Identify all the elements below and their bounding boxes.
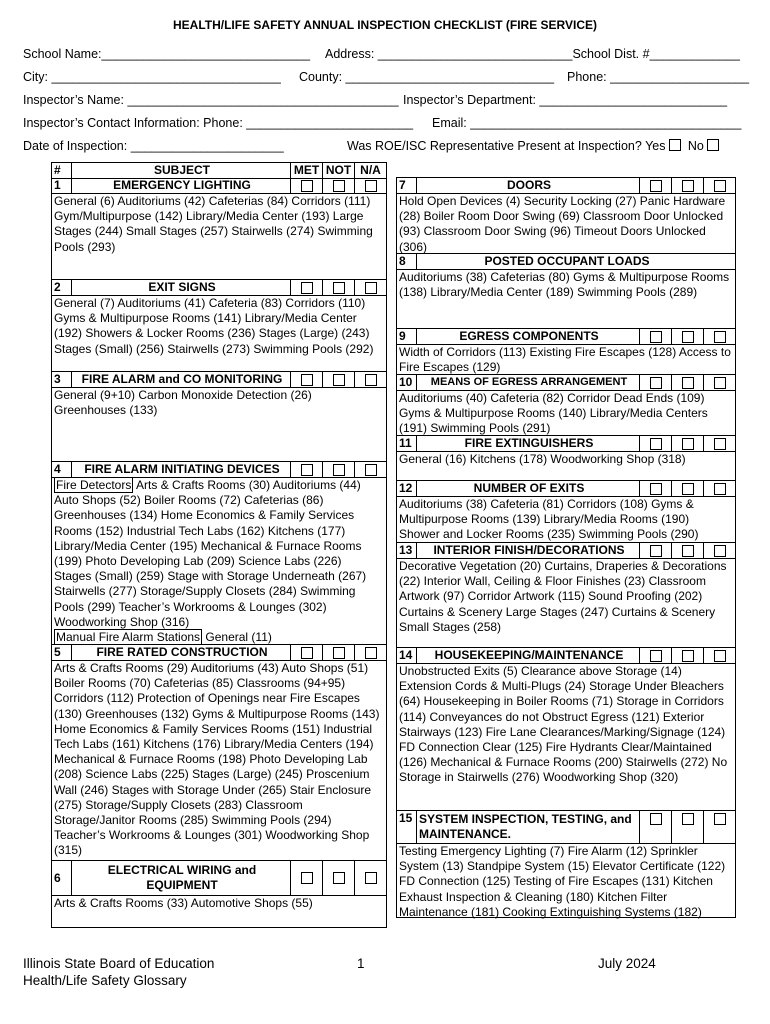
col-not-header: NOT (322, 163, 354, 178)
school-name-field[interactable]: School Name:______________________________ (23, 47, 311, 61)
not-met-checkbox[interactable] (682, 650, 694, 662)
na-checkbox[interactable] (714, 331, 726, 343)
not-met-checkbox[interactable] (682, 377, 694, 389)
footer-date: July 2024 (598, 956, 656, 971)
section-6 (52, 860, 386, 911)
na-checkbox[interactable] (365, 647, 377, 659)
na-checkbox[interactable] (714, 650, 726, 662)
table-header (52, 163, 386, 179)
not-met-checkbox[interactable] (333, 464, 345, 476)
section-body: Auditoriums (40) Cafeteria (82) Corridor Dead Ends (109) Gyms & Multipurpose Rooms (140) Library/Media Centers (191) Swimming Pools (291) (399, 391, 708, 436)
section-1 (52, 178, 386, 255)
not-met-checkbox[interactable] (682, 813, 694, 825)
yes-label: Yes (645, 139, 666, 153)
section-number: 12 (397, 481, 417, 496)
section-title: ELECTRICAL WIRING and EQUIPMENT (107, 863, 257, 892)
section-number: 11 (397, 436, 417, 451)
no-checkbox[interactable] (707, 139, 719, 151)
not-met-checkbox[interactable] (333, 647, 345, 659)
fire-detectors-tag: Fire Detectors (56, 478, 132, 492)
not-met-checkbox[interactable] (333, 374, 345, 386)
section-number: 15 (397, 811, 417, 843)
manual-stations-list: General (11) (202, 630, 272, 645)
section-title: HOUSEKEEPING/MAINTENANCE (434, 648, 624, 662)
left-column-table (51, 162, 387, 928)
section-number: 2 (52, 280, 72, 295)
col-num-header: # (52, 163, 72, 178)
section-body: Decorative Vegetation (20) Curtains, Draperies & Decorations (22) Interior Wall, Ceiling & Floor Finishes (23) Classroom Artwork (97) Corridor Artwork (115) Sound Proofing (202) Curtains & Scenery Large Stages (247) Curtains & Scenery Small Stages (258) (399, 559, 727, 634)
section-body: Arts & Crafts Rooms (33) Automotive Shops (55) (54, 896, 313, 910)
met-checkbox[interactable] (301, 180, 313, 192)
section-number: 9 (397, 329, 417, 344)
met-checkbox[interactable] (650, 483, 662, 495)
section-title: FIRE RATED CONSTRUCTION (96, 645, 268, 659)
section-title: FIRE ALARM INITIATING DEVICES (84, 462, 280, 476)
col-subject-header: SUBJECT (153, 163, 210, 177)
yes-checkbox[interactable] (669, 139, 681, 151)
inspector-department-field[interactable]: Inspector’s Department: ___________________________ (403, 93, 728, 107)
footer-org: Illinois State Board of Education (23, 956, 215, 971)
section-body: Unobstructed Exits (5) Clearance above Storage (14) Extension Cords & Multi-Plugs (24) Storage Under Bleachers (64) Housekeeping in Boiler Rooms (71) Storage in Corridors (114) Conveyances do not Obstruct Egress (121) Exterior Stairways (123) Fire Lane Clearances/Marking/Signage (124) FD Connection Clear (125) Fire Hydrants Clear/Maintained (126) Mechanical & Furnace Rooms (200) Stairwells (272) No Storage in Stairwells (276) Woodworking Shop (320) (399, 664, 728, 785)
section-15 (397, 810, 735, 920)
section-title: SYSTEM INSPECTION, TESTING, and MAINTENANCE. (419, 812, 632, 841)
not-met-checkbox[interactable] (333, 872, 345, 884)
na-checkbox[interactable] (714, 483, 726, 495)
section-body (52, 478, 386, 645)
address-field[interactable]: Address: ____________________________School Dist. #_____________ (325, 47, 740, 61)
col-na-header: N/A (354, 163, 386, 178)
section-11 (397, 435, 735, 467)
right-column-table (396, 177, 736, 918)
roe-question (347, 139, 719, 153)
fire-detectors-list: Arts & Crafts Rooms (30) Auditoriums (44) Auto Shops (52) Boiler Rooms (72) Cafeterias (86) Greenhouses (134) Home Economics & Family Services Rooms (152) Industrial Tech Labs (162) Kitchens (177) Library/Media Center (195) Mechanical & Furnace Rooms (199) Photo Developing Lab (209) Science Labs (226) Stages (Small) (259) Stage with Storage Underneath (267) Stairwells (277) Storage/Supply Closets (284) Swimming Pools (299) Teacher’s Workrooms & Lounges (302) Woodworking Shop (316) (54, 478, 367, 629)
section-7 (397, 178, 735, 255)
manual-stations-tag: Manual Fire Alarm Stations (56, 630, 201, 645)
footer-page-number: 1 (357, 956, 365, 971)
city-field[interactable]: City: _________________________________ (23, 70, 281, 84)
section-number: 13 (397, 543, 417, 558)
not-met-checkbox[interactable] (682, 438, 694, 450)
section-title: INTERIOR FINISH/DECORATIONS (433, 543, 625, 557)
inspector-name-field[interactable]: Inspector’s Name: _______________________________________ (23, 93, 399, 107)
met-checkbox[interactable] (650, 331, 662, 343)
section-body: Arts & Crafts Rooms (29) Auditoriums (43) Auto Shops (51) Boiler Rooms (70) Cafeterias (85) Classrooms (94+95) Corridors (112) Protection of Openings near Fire Escapes (130) Greenhouses (132) Gyms & Multipurpose Rooms (143) Home Economics & Family Services Rooms (151) Industrial Tech Labs (161) Kitchens (176) Library/Media Centers (194) Mechanical & Furnace Rooms (198) Photo Developing Lab (208) Science Labs (225) Stages (Large) (245) Proscenium Wall (246) Stages with Storage Under (265) Stair Enclosure (275) Storage/Supply Closets (283) Classroom Storage/Janitor Rooms (285) Swimming Pools (294) Teacher’s Workrooms & Lounges (301) Woodworking Shop (315) (54, 661, 380, 858)
na-checkbox[interactable] (714, 813, 726, 825)
section-number: 5 (52, 645, 72, 660)
section-title: EGRESS COMPONENTS (459, 329, 599, 343)
section-2 (52, 279, 386, 357)
section-14 (397, 647, 735, 786)
not-met-checkbox[interactable] (682, 180, 694, 192)
na-checkbox[interactable] (714, 438, 726, 450)
na-checkbox[interactable] (365, 282, 377, 294)
met-checkbox[interactable] (650, 650, 662, 662)
na-checkbox[interactable] (365, 464, 377, 476)
section-13 (397, 542, 735, 635)
section-body: General (9+10) Carbon Monoxide Detection (26) Greenhouses (133) (54, 388, 312, 418)
section-number: 7 (397, 178, 417, 193)
met-checkbox[interactable] (301, 282, 313, 294)
section-10 (397, 374, 735, 437)
section-number: 3 (52, 372, 72, 387)
section-number: 14 (397, 648, 417, 663)
roe-question-label: Was ROE/ISC Representative Present at Inspection? (347, 139, 642, 153)
not-met-checkbox[interactable] (682, 545, 694, 557)
inspection-date-field[interactable]: Date of Inspection: ______________________ (23, 139, 284, 153)
met-checkbox[interactable] (301, 872, 313, 884)
section-body: Auditoriums (38) Cafeterias (80) Gyms & Multipurpose Rooms (138) Library/Media Center (189) Swimming Pools (289) (399, 270, 730, 300)
section-title: FIRE EXTINGUISHERS (464, 436, 594, 450)
contact-phone-field[interactable]: Inspector’s Contact Information: Phone: ________________________ (23, 116, 414, 130)
met-checkbox[interactable] (301, 647, 313, 659)
na-checkbox[interactable] (365, 180, 377, 192)
section-8 (397, 253, 735, 300)
section-title: FIRE ALARM and CO MONITORING (81, 372, 283, 386)
na-checkbox[interactable] (365, 374, 377, 386)
no-label: No (687, 139, 704, 153)
section-body: Auditoriums (38) Cafeteria (81) Corridors (108) Gyms & Multipurpose Rooms (139) Library/Media Rooms (190) Shower and Locker Rooms (235) Swimming Pools (290) (399, 497, 699, 542)
na-checkbox[interactable] (714, 545, 726, 557)
met-checkbox[interactable] (650, 438, 662, 450)
section-title: DOORS (506, 178, 551, 192)
section-number: 6 (52, 861, 72, 895)
met-checkbox[interactable] (650, 813, 662, 825)
section-number: 8 (397, 254, 417, 269)
section-number: 1 (52, 178, 72, 193)
col-met-header: MET (290, 163, 322, 178)
county-field[interactable]: County: ______________________________ (299, 70, 555, 84)
not-met-checkbox[interactable] (333, 180, 345, 192)
section-body: Testing Emergency Lighting (7) Fire Alarm (12) Sprinkler System (13) Standpipe System (15) Elevator Certificate (122) FD Connection (125) Testing of Fire Escapes (131) Kitchen Exhaust Inspection & Cleaning (180) Kitchen Filter Maintenance (181) Cooking Extinguishing Systems (182) (399, 844, 726, 919)
met-checkbox[interactable] (301, 464, 313, 476)
section-5 (52, 644, 386, 859)
section-title: EXIT SIGNS (148, 280, 216, 294)
section-9 (397, 328, 735, 375)
met-checkbox[interactable] (650, 545, 662, 557)
section-number: 4 (52, 462, 72, 477)
phone-field[interactable]: Phone: ____________________ (567, 70, 750, 84)
met-checkbox[interactable] (650, 377, 662, 389)
na-checkbox[interactable] (714, 377, 726, 389)
section-body: General (6) Auditoriums (42) Cafeterias (84) Corridors (111) Gym/Multipurpose (142) Library/Media Center (193) Large Stages (244) Small Stages (257) Stairwells (274) Swimming Pools (293) (54, 194, 373, 254)
section-number: 10 (397, 375, 417, 390)
not-met-checkbox[interactable] (333, 282, 345, 294)
section-body: General (16) Kitchens (178) Woodworking Shop (318) (399, 452, 686, 466)
na-checkbox[interactable] (714, 180, 726, 192)
section-title: POSTED OCCUPANT LOADS (484, 254, 650, 268)
section-title: NUMBER OF EXITS (473, 481, 585, 495)
footer-doc: Health/Life Safety Glossary (23, 973, 187, 988)
section-body: Hold Open Devices (4) Security Locking (27) Panic Hardware (28) Boiler Room Door Swing (69) Classroom Door Unlocked (93) Classroom Door Swing (96) Timeout Doors Unlocked (306) (399, 194, 726, 254)
not-met-checkbox[interactable] (682, 483, 694, 495)
section-title: EMERGENCY LIGHTING (113, 178, 251, 192)
section-3 (52, 371, 386, 418)
email-field[interactable]: Email: _______________________________________ (432, 116, 742, 130)
section-body: Width of Corridors (113) Existing Fire Escapes (128) Access to Fire Escapes (129) (399, 345, 731, 375)
section-4 (52, 461, 386, 645)
page-title: HEALTH/LIFE SAFETY ANNUAL INSPECTION CHECKLIST (FIRE SERVICE) (172, 18, 598, 32)
not-met-checkbox[interactable] (682, 331, 694, 343)
section-12 (397, 480, 735, 543)
section-body: General (7) Auditoriums (41) Cafeteria (83) Corridors (110) Gyms & Multipurpose Rooms (141) Library/Media Center (192) Showers & Locker Rooms (236) Stages (Large) (243) Stages (Small) (256) Stairwells (273) Swimming Pools (292) (54, 296, 374, 356)
section-title: MEANS OF EGRESS ARRANGEMENT (430, 376, 628, 388)
met-checkbox[interactable] (650, 180, 662, 192)
met-checkbox[interactable] (301, 374, 313, 386)
na-checkbox[interactable] (365, 872, 377, 884)
